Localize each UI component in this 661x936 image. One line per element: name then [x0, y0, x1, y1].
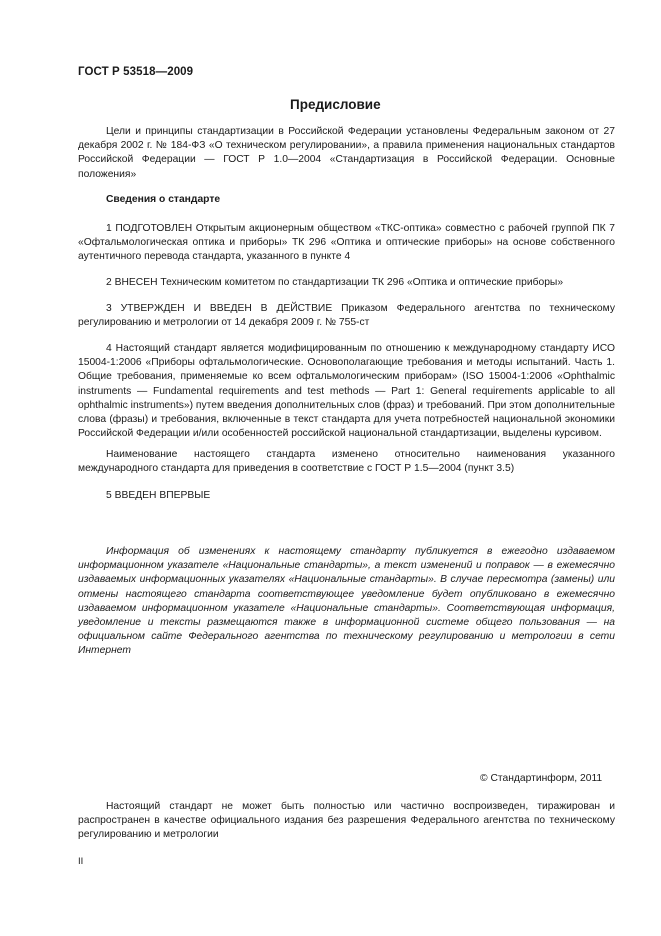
item-1-paragraph: 1 ПОДГОТОВЛЕН Открытым акционерным обществом «ТКС-оптика» совместно с рабочей группой ПК 7 «Офтальмологическая оптика и приборы» ТК 296 «Оптика и оптические приборы» на основе собственного аутентичного перевода стандарта, указанного в пункте 4 [78, 223, 615, 263]
item-2-paragraph: 2 ВНЕСЕН Техническим комитетом по стандартизации ТК 296 «Оптика и оптические приборы» [106, 277, 564, 288]
item-4-paragraph: 4 Настоящий стандарт является модифицированным по отношению к международному стандарту ИСО 15004-1:2006 «Приборы офтальмологические. Основополагающие требования и методы испытаний. Часть 1. Общие требования, применяемые ко всем офтальмологическим приборам» (ISO 15004-1:2006 «Ophthalmic instruments — Fundamental requirements and test methods — Part 1: General requirements applicable to all ophthalmic instruments») путем введения дополнительных слов (фраз) и требований. При этом дополнительные слова (фразы) и требования, включенные в текст стандарта для учета потребностей национальной экономики Российской Федерации и/или особенностей российской национальной стандартизации, выделены курсивом. [78, 343, 615, 440]
copyright-line: © Стандартинформ, 2011 [480, 773, 603, 784]
page-number: II [78, 856, 84, 867]
item-4-name-note: Наименование настоящего стандарта изменено относительно наименования указанного международного стандарта для приведения в соответствие с ГОСТ Р 1.5—2004 (пункт 3.5) [78, 449, 615, 475]
page-title: Предисловие [290, 97, 381, 112]
intro-paragraph: Цели и принципы стандартизации в Российской Федерации установлены Федеральным законом от 27 декабря 2002 г. № 184-ФЗ «О техническом регулировании», а правила применения национальных стандартов Российской Федерации — ГОСТ Р 1.0—2004 «Стандартизация в Российской Федерации. Основные положения» [78, 126, 615, 180]
reproduction-notice: Настоящий стандарт не может быть полностью или частично воспроизведен, тиражирован и распространен в качестве официального издания без разрешения Федерального агентства по техническому регулированию и метрологии [78, 801, 615, 841]
item-5-paragraph: 5 ВВЕДЕН ВПЕРВЫЕ [106, 490, 211, 501]
info-notice-paragraph: Информация об изменениях к настоящему стандарту публикуется в ежегодно издаваемом информационном указателе «Национальные стандарты», а текст изменений и поправок — в ежемесячно издаваемых информационных указателях «Национальные стандарты». В случае пересмотра (замены) или отмены настоящего стандарта соответствующее уведомление будет опубликовано в ежемесячно издаваемом информационном указателе «Национальные стандарты». Соответствующая информация, уведомление и тексты размещаются также в информационной системе общего пользования — на официальном сайте Федерального агентства по техническому регулированию и метрологии в сети Интернет [78, 546, 615, 657]
item-3-paragraph: 3 УТВЕРЖДЕН И ВВЕДЕН В ДЕЙСТВИЕ Приказом Федерального агентства по техническому регулированию и метрологии от 14 декабря 2009 г. № 755-ст [78, 303, 615, 329]
standard-number-header: ГОСТ Р 53518—2009 [78, 66, 194, 78]
section-heading: Сведения о стандарте [106, 194, 221, 205]
